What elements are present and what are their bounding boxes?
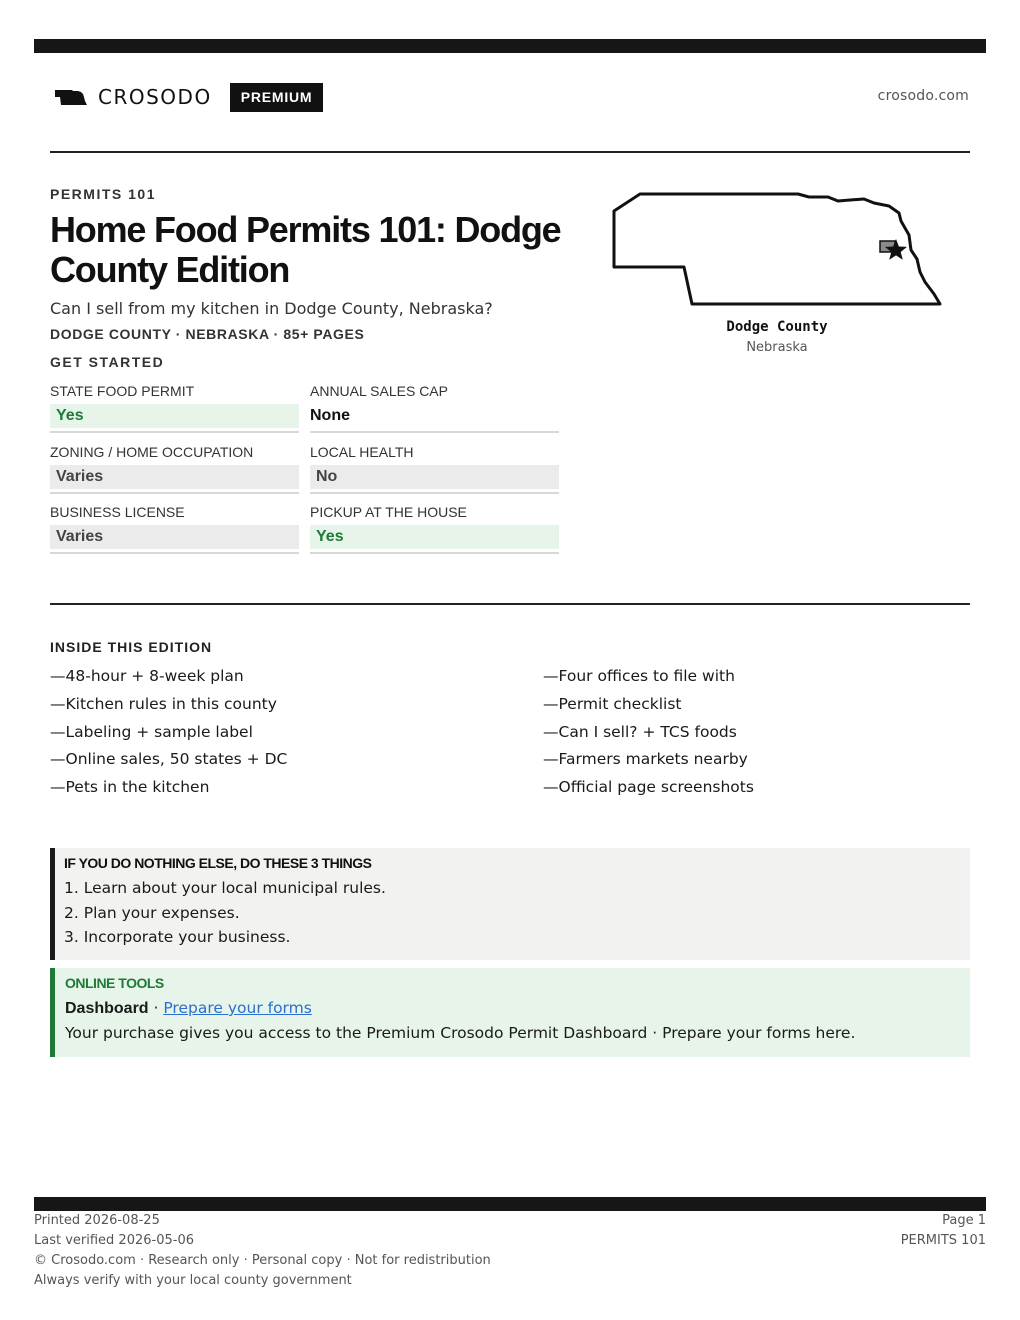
footer-right xyxy=(901,1211,986,1251)
fact-annual-sales-cap xyxy=(310,383,559,443)
list-item: —Four offices to file with xyxy=(543,667,735,685)
map-county-label: Dodge County xyxy=(726,319,828,335)
brand xyxy=(54,80,323,114)
fact-label: LOCAL HEALTH xyxy=(310,444,414,460)
fact-value: Yes xyxy=(310,525,559,549)
prepare-forms-link[interactable]: Prepare your forms xyxy=(163,999,312,1017)
todo-callout xyxy=(50,848,970,960)
footer-left xyxy=(34,1211,491,1291)
header-divider xyxy=(50,151,970,153)
fact-label: BUSINESS LICENSE xyxy=(50,504,185,520)
list-item: —Farmers markets nearby xyxy=(543,750,748,769)
page-number: Page 1 xyxy=(942,1213,986,1228)
inside-heading: INSIDE THIS EDITION xyxy=(50,639,213,655)
map-state-label: Nebraska xyxy=(746,340,808,355)
verify-advice: Always verify with your local county government xyxy=(34,1273,352,1288)
page-title: Home Food Permits 101: Dodge County Edition xyxy=(50,209,561,290)
inside-list-right xyxy=(543,663,754,802)
copyright: © Crosodo.com · Research only · Personal copy · Not for redistribution xyxy=(34,1253,491,1268)
fact-label: PICKUP AT THE HOUSE xyxy=(310,504,467,520)
fact-underline xyxy=(310,552,559,554)
section-divider xyxy=(50,603,970,605)
fact-underline xyxy=(310,431,559,433)
premium-badge: PREMIUM xyxy=(230,83,324,112)
fact-value: Varies xyxy=(50,465,299,489)
todo-item: 2. Plan your expenses. xyxy=(64,903,240,922)
list-item: —Online sales, 50 states + DC xyxy=(50,750,288,769)
fact-underline xyxy=(50,492,299,494)
fact-state-food-permit xyxy=(50,383,299,443)
list-item: —48-hour + 8-week plan xyxy=(50,667,244,685)
fact-value: Yes xyxy=(50,404,299,428)
nebraska-map xyxy=(612,192,942,310)
footer-section: PERMITS 101 xyxy=(900,1233,986,1248)
separator: · xyxy=(148,999,164,1017)
fact-value: Varies xyxy=(50,525,299,549)
tools-description: Your purchase gives you access to the Premium Crosodo Permit Dashboard · Prepare your forms here. xyxy=(65,1024,856,1042)
bottom-bar xyxy=(34,1197,986,1211)
list-item: —Permit checklist xyxy=(543,694,682,713)
fact-label: ZONING / HOME OCCUPATION xyxy=(50,444,254,460)
fact-underline xyxy=(310,492,559,494)
page-subtitle: Can I sell from my kitchen in Dodge County, Nebraska? xyxy=(50,299,493,318)
list-item: —Pets in the kitchen xyxy=(50,778,210,797)
todo-heading: IF YOU DO NOTHING ELSE, DO THESE 3 THINGS xyxy=(64,855,372,871)
kicker: PERMITS 101 xyxy=(50,186,156,202)
top-bar xyxy=(34,39,986,53)
brand-name: CROSODO xyxy=(98,85,212,109)
list-item: —Kitchen rules in this county xyxy=(50,694,277,713)
nebraska-logo-icon xyxy=(54,88,88,106)
fact-label: STATE FOOD PERMIT xyxy=(50,383,195,399)
dashboard-line xyxy=(65,996,970,1021)
fact-label: ANNUAL SALES CAP xyxy=(310,383,448,399)
fact-underline xyxy=(50,431,299,433)
todo-list xyxy=(64,876,970,950)
list-item: —Official page screenshots xyxy=(543,778,754,797)
list-item: —Labeling + sample label xyxy=(50,722,253,741)
fact-local-health xyxy=(310,444,559,504)
todo-item: 1. Learn about your local municipal rules. xyxy=(64,879,386,897)
edition-meta: DODGE COUNTY · NEBRASKA · 85+ PAGES xyxy=(50,326,365,342)
inside-list-left xyxy=(50,663,287,802)
site-url: crosodo.com xyxy=(877,88,969,104)
fact-value: None xyxy=(310,407,350,424)
get-started-heading: GET STARTED xyxy=(50,354,165,370)
verified-date: Last verified 2026-05-06 xyxy=(34,1233,194,1248)
list-item: —Can I sell? + TCS foods xyxy=(543,722,737,741)
fact-zoning xyxy=(50,444,299,504)
fact-value: No xyxy=(310,465,559,489)
fact-underline xyxy=(50,552,299,554)
printed-date: Printed 2026-08-25 xyxy=(34,1213,160,1228)
fact-business-license xyxy=(50,504,299,564)
fact-pickup xyxy=(310,504,559,564)
todo-item: 3. Incorporate your business. xyxy=(64,928,291,946)
tools-heading: ONLINE TOOLS xyxy=(65,975,164,991)
dashboard-label: Dashboard xyxy=(65,1000,149,1017)
online-tools-callout xyxy=(50,968,970,1057)
